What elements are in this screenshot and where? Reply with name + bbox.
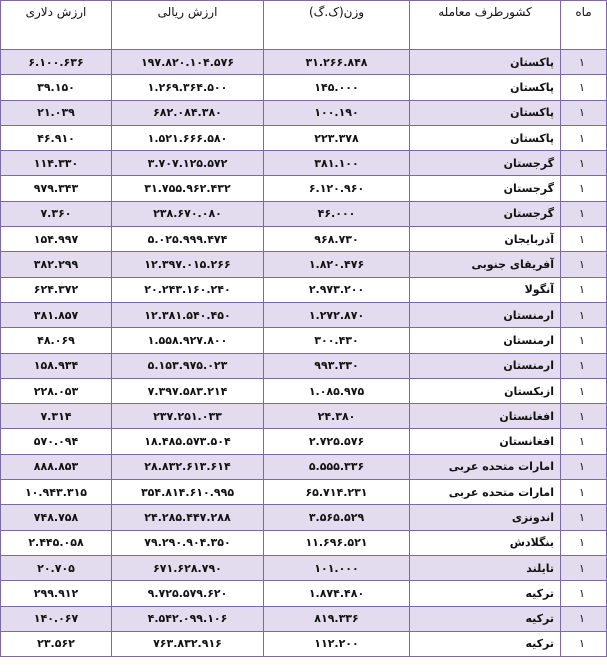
table-row [1,328,607,353]
weight-cell: ۱۱۲.۲۰۰ [264,631,410,656]
country-cell: گرجستان [410,151,561,176]
rial-value-cell: ۲۳۸.۶۷۰.۰۸۰ [112,201,264,226]
usd-value-cell: ۳۹.۱۵۰ [1,75,112,100]
usd-value-cell: ۱۱۴.۳۳۰ [1,151,112,176]
table-row [1,50,607,75]
header-usd-value: ارزش دلاری [1,1,112,50]
rial-value-cell: ۶۸۲.۰۸۴.۳۸۰ [112,100,264,125]
month-cell: ۱ [561,277,607,302]
usd-value-cell: ۶۲۴.۳۷۲ [1,277,112,302]
rial-value-cell: ۲۰.۲۴۳.۱۶۰.۲۴۰ [112,277,264,302]
country-cell: ترکیه [410,606,561,631]
weight-cell: ۳۱.۲۶۶.۸۴۸ [264,50,410,75]
country-cell: ازبکستان [410,378,561,403]
weight-cell: ۳.۵۶۵.۵۲۹ [264,505,410,530]
weight-cell: ۱۰۱.۰۰۰ [264,555,410,580]
table-row [1,505,607,530]
rial-value-cell: ۳.۷۰۷.۱۲۵.۵۷۲ [112,151,264,176]
table-row [1,227,607,252]
month-cell: ۱ [561,151,607,176]
usd-value-cell: ۲۱.۰۳۹ [1,100,112,125]
month-cell: ۱ [561,328,607,353]
rial-value-cell: ۱۲.۳۸۱.۵۴۰.۴۵۰ [112,302,264,327]
month-cell: ۱ [561,606,607,631]
usd-value-cell: ۴۸.۰۶۹ [1,328,112,353]
weight-cell: ۱.۸۷۴.۴۸۰ [264,581,410,606]
weight-cell: ۱۴۵.۰۰۰ [264,75,410,100]
usd-value-cell: ۲۲۸.۰۵۳ [1,378,112,403]
month-cell: ۱ [561,378,607,403]
table-row [1,302,607,327]
table-row [1,530,607,555]
weight-cell: ۸۱۹.۳۳۶ [264,606,410,631]
table-row [1,429,607,454]
country-cell: افغانستان [410,404,561,429]
rial-value-cell: ۳۱.۷۵۵.۹۶۲.۴۳۲ [112,176,264,201]
table-body [1,50,607,657]
country-cell: پاکستان [410,100,561,125]
country-cell: ترکیه [410,631,561,656]
month-cell: ۱ [561,505,607,530]
weight-cell: ۱.۲۷۲.۸۷۰ [264,302,410,327]
table-row [1,100,607,125]
usd-value-cell: ۱۵۸.۹۳۴ [1,353,112,378]
usd-value-cell: ۵۷۰.۰۹۴ [1,429,112,454]
weight-cell: ۲.۷۲۵.۵۷۶ [264,429,410,454]
usd-value-cell: ۷۴۸.۷۵۸ [1,505,112,530]
header-rial-value: ارزش ریالی [112,1,264,50]
rial-value-cell: ۲۴.۲۸۵.۴۴۷.۲۸۸ [112,505,264,530]
month-cell: ۱ [561,454,607,479]
month-cell: ۱ [561,252,607,277]
table-row [1,454,607,479]
month-cell: ۱ [561,555,607,580]
month-cell: ۱ [561,404,607,429]
country-cell: گرجستان [410,201,561,226]
country-cell: امارات متحده عربی [410,480,561,505]
rial-value-cell: ۱.۵۲۱.۶۶۶.۵۸۰ [112,125,264,150]
usd-value-cell: ۷.۳۱۴ [1,404,112,429]
usd-value-cell: ۱۵۴.۹۹۷ [1,227,112,252]
usd-value-cell: ۱۴۰.۰۶۷ [1,606,112,631]
table-row [1,404,607,429]
month-cell: ۱ [561,227,607,252]
rial-value-cell: ۱۹۷.۸۲۰.۱۰۴.۵۷۶ [112,50,264,75]
weight-cell: ۲۲۳.۳۷۸ [264,125,410,150]
header-country: کشورطرف معامله [410,1,561,50]
month-cell: ۱ [561,530,607,555]
rial-value-cell: ۱۲.۳۹۷.۰۱۵.۲۶۶ [112,252,264,277]
usd-value-cell: ۹۷۹.۳۴۳ [1,176,112,201]
rial-value-cell: ۲۳۷.۲۵۱.۰۳۳ [112,404,264,429]
table-row [1,378,607,403]
country-cell: ارمنستان [410,328,561,353]
month-cell: ۱ [561,302,607,327]
rial-value-cell: ۹.۷۲۵.۵۷۹.۶۲۰ [112,581,264,606]
country-cell: آذربایجان [410,227,561,252]
month-cell: ۱ [561,75,607,100]
table-row [1,555,607,580]
rial-value-cell: ۲۸.۸۳۲.۶۱۳.۶۱۴ [112,454,264,479]
usd-value-cell: ۲۳.۵۶۲ [1,631,112,656]
month-cell: ۱ [561,429,607,454]
usd-value-cell: ۲۹۹.۹۱۲ [1,581,112,606]
usd-value-cell: ۷.۳۶۰ [1,201,112,226]
table-row [1,277,607,302]
usd-value-cell: ۳۸۱.۸۵۷ [1,302,112,327]
usd-value-cell: ۸۸۸.۸۵۳ [1,454,112,479]
table-row [1,353,607,378]
rial-value-cell: ۷۹.۲۹۰.۹۰۴.۳۵۰ [112,530,264,555]
header-month: ماه [561,1,607,50]
rial-value-cell: ۴.۵۴۲.۰۹۹.۱۰۶ [112,606,264,631]
usd-value-cell: ۲.۴۴۵.۰۵۸ [1,530,112,555]
rial-value-cell: ۳۵۴.۸۱۴.۶۱۰.۹۹۵ [112,480,264,505]
usd-value-cell: ۶.۱۰۰.۶۳۶ [1,50,112,75]
country-cell: پاکستان [410,75,561,100]
country-cell: اندونزی [410,505,561,530]
country-cell: افغانستان [410,429,561,454]
weight-cell: ۳۸۱.۱۰۰ [264,151,410,176]
table-row [1,201,607,226]
weight-cell: ۴۶.۰۰۰ [264,201,410,226]
weight-cell: ۱.۸۲۰.۴۷۶ [264,252,410,277]
table-row [1,151,607,176]
weight-cell: ۱۱.۶۹۶.۵۲۱ [264,530,410,555]
weight-cell: ۹۹۳.۳۳۰ [264,353,410,378]
weight-cell: ۲.۹۷۳.۲۰۰ [264,277,410,302]
rial-value-cell: ۵.۰۲۵.۹۹۹.۴۷۴ [112,227,264,252]
usd-value-cell: ۳۸۲.۲۹۹ [1,252,112,277]
weight-cell: ۱۰۰.۱۹۰ [264,100,410,125]
usd-value-cell: ۲۰.۷۰۵ [1,555,112,580]
country-cell: آفریقای جنوبی [410,252,561,277]
country-cell: گرجستان [410,176,561,201]
table-row [1,252,607,277]
table-row [1,631,607,656]
usd-value-cell: ۱۰.۹۴۳.۳۱۵ [1,480,112,505]
rial-value-cell: ۷.۳۹۷.۵۸۳.۲۱۴ [112,378,264,403]
weight-cell: ۱.۰۸۵.۹۷۵ [264,378,410,403]
table-row [1,176,607,201]
country-cell: ارمنستان [410,353,561,378]
weight-cell: ۳۰۰.۴۳۰ [264,328,410,353]
country-cell: ارمنستان [410,302,561,327]
month-cell: ۱ [561,581,607,606]
country-cell: تایلند [410,555,561,580]
country-cell: پاکستان [410,50,561,75]
header-weight: وزن(ک.گ) [264,1,410,50]
table-row [1,480,607,505]
rial-value-cell: ۵.۱۵۳.۹۷۵.۰۲۳ [112,353,264,378]
country-cell: پاکستان [410,125,561,150]
table-row [1,125,607,150]
rial-value-cell: ۱.۵۵۸.۹۲۷.۸۰۰ [112,328,264,353]
table-row [1,606,607,631]
table-row [1,581,607,606]
country-cell: امارات متحده عربی [410,454,561,479]
rial-value-cell: ۶۷۱.۶۲۸.۷۹۰ [112,555,264,580]
month-cell: ۱ [561,125,607,150]
month-cell: ۱ [561,176,607,201]
country-cell: آنگولا [410,277,561,302]
month-cell: ۱ [561,353,607,378]
weight-cell: ۵.۵۵۵.۳۳۶ [264,454,410,479]
header-row [1,1,607,50]
weight-cell: ۹۶۸.۷۳۰ [264,227,410,252]
weight-cell: ۶.۱۲۰.۹۶۰ [264,176,410,201]
weight-cell: ۶۵.۷۱۴.۲۳۱ [264,480,410,505]
month-cell: ۱ [561,50,607,75]
table-row [1,75,607,100]
month-cell: ۱ [561,100,607,125]
rial-value-cell: ۱.۲۶۹.۳۶۴.۵۰۰ [112,75,264,100]
month-cell: ۱ [561,480,607,505]
rial-value-cell: ۷۶۳.۸۳۲.۹۱۶ [112,631,264,656]
country-cell: ترکیه [410,581,561,606]
month-cell: ۱ [561,201,607,226]
usd-value-cell: ۴۶.۹۱۰ [1,125,112,150]
weight-cell: ۲۴.۳۸۰ [264,404,410,429]
rial-value-cell: ۱۸.۴۸۵.۵۷۳.۵۰۴ [112,429,264,454]
month-cell: ۱ [561,631,607,656]
country-cell: بنگلادش [410,530,561,555]
